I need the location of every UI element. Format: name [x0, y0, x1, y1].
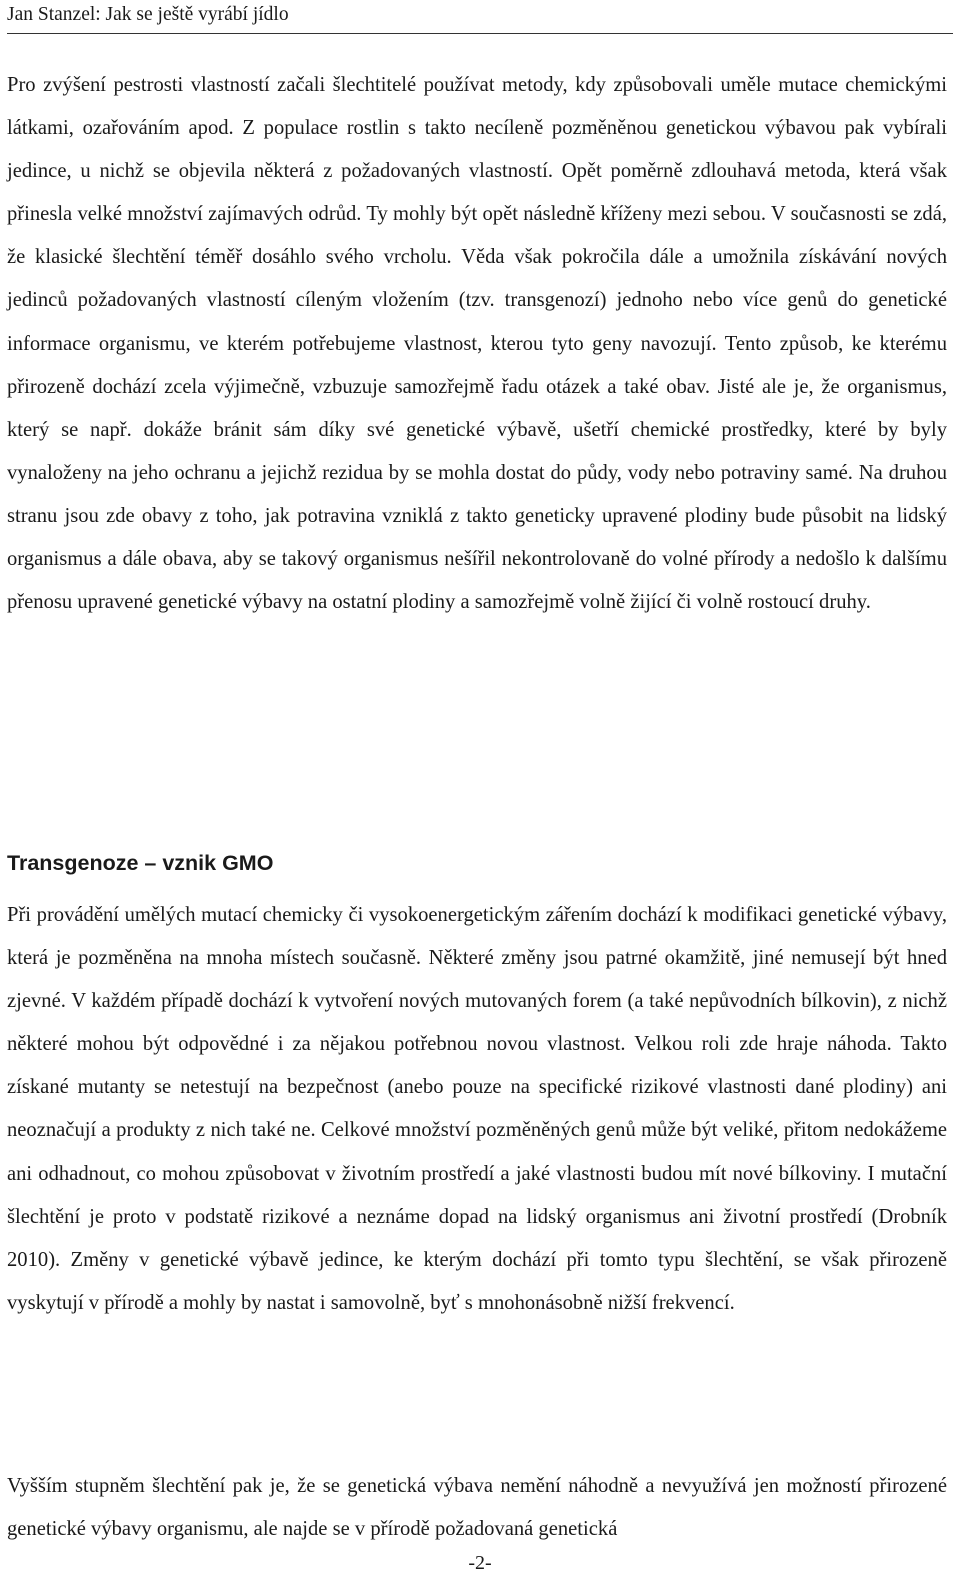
body-paragraph: Při provádění umělých mutací chemicky či vysokoenergetickým zářením dochází k modifikaci genetické výbavy, která je pozměněna na mnoha místech současně. Některé změny jsou patrné okamžitě, jiné nemusejí být hned zjevné. V každém případě dochází k vytvoření nových mutovaných forem (a také nepůvodních bílkovin), z nichž některé mohou být odpovědné i za nějakou potřebnou novou vlastnost. Velkou roli zde hraje náhoda. Takto získané mutanty se netestují na bezpečnost (anebo pouze na specifické rizikové vlastnosti dané plodiny) ani neoznačují a produkty z nich také ne. Celkové množství pozměněných genů může být veliké, přitom nedokážeme ani odhadnout, co mohou způsobovat v životním prostředí a jaké vlastnosti budou mít nové bílkoviny. I mutační šlechtění je proto v podstatě rizikové a neznáme dopad na lidský organismus ani životní prostředí (Drobník 2010). Změny v genetické výbavě jedince, ke kterým dochází při tomto typu šlechtění, se však přirozeně vyskytují v přírodě a mohly by nastat i samovolně, byť s mnohonásobně nižší frekvencí.: [7, 904, 947, 1314]
running-header: Jan Stanzel: Jak se ještě vyrábí jídlo: [7, 4, 289, 25]
body-paragraph: Pro zvýšení pestrosti vlastností začali šlechtitelé používat metody, kdy způsobovali uměle mutace chemickými látkami, ozařováním apod. Z populace rostlin s takto necíleně pozměněnou genetickou výbavou pak vybírali jedince, u nichž se objevila některá z požadovaných vlastností. Opět poměrně zdlouhavá metoda, která však přinesla velké množství zajímavých odrůd. Ty mohly být opět následně kříženy mezi sebou. V současnosti se zdá, že klasické šlechtění téměř dosáhlo svého vrcholu. Věda však pokročila dále a umožnila získávání nových jedinců požadovaných vlastností cíleným vložením (tzv. transgenozí) jednoho nebo více genů do genetické informace organismu, ve kterém potřebujeme vlastnost, kterou tyto geny navozují. Tento způsob, ke kterému přirozeně dochází zcela výjimečně, vzbuzuje samozřejmě řadu otázek a také obav. Jisté ale je, že organismus, který se např. dokáže bránit sám díky své genetické výbavě, ušetří chemické prostředky, které by byly vynaloženy na jeho ochranu a jejichž rezidua by se mohla dostat do půdy, vody nebo potraviny samé. Na druhou stranu jsou zde obavy z toho, jak potravina vzniklá z takto geneticky upravené plodiny bude působit na lidský organismus a dále obava, aby se takový organismus nešířil nekontrolovaně do volné přírody a nedošlo k dalšímu přenosu upravené genetické výbavy na ostatní plodiny a samozřejmě volně žijící či volně rostoucí druhy.: [7, 74, 947, 614]
body-paragraph: Vyšším stupněm šlechtění pak je, že se genetická výbava nemění náhodně a nevyužívá jen možností přirozené genetické výbavy organismu, ale najde se v přírodě požadovaná genetická: [7, 1475, 947, 1541]
page-number: -2-: [468, 1552, 492, 1574]
section-heading: Transgenoze – vznik GMO: [7, 851, 274, 875]
header-divider: [7, 33, 953, 34]
